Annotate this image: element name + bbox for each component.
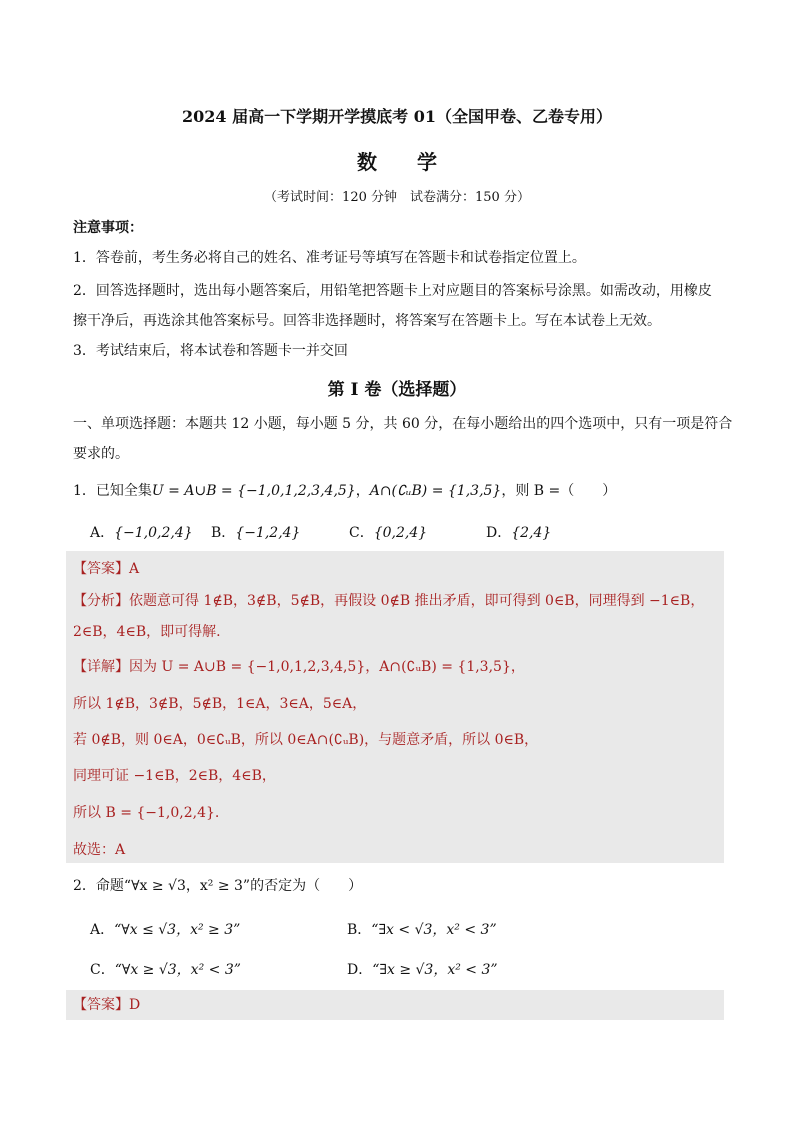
q1-option-a: A．{−1,0,2,4} bbox=[90, 525, 193, 541]
q1-stem-separator: ， bbox=[355, 483, 370, 499]
q1-detail-line-3: 若 0∉B，则 0∈A，0∈∁ᵤB，所以 0∈A∩(∁ᵤB)，与题意矛盾，所以 0∈B， bbox=[73, 732, 539, 748]
q1-detail-line-2: 所以 1∉B，3∉B，5∉B，1∈A，3∈A，5∈A， bbox=[73, 696, 367, 712]
q1-detail-line-5: 所以 B = {−1,0,2,4}. bbox=[73, 805, 220, 821]
exam-info: （考试时间：120 分钟 试卷满分：150 分） bbox=[264, 190, 530, 205]
section-title: 第 I 卷（选择题） bbox=[327, 380, 467, 400]
answer-value: D bbox=[129, 997, 141, 1013]
q1-answer bbox=[73, 559, 139, 579]
q1-detail-line-4: 同理可证 −1∈B，2∈B，4∈B， bbox=[73, 768, 276, 784]
q2-answer bbox=[73, 995, 140, 1015]
subject-title: 数 学 bbox=[357, 150, 437, 174]
q2-option-b: B．“∃x < √3，x² < 3” bbox=[347, 922, 497, 938]
notice-heading: 注意事项： bbox=[73, 220, 143, 236]
analysis-tag: 【分析】 bbox=[73, 593, 129, 609]
notice-item-1: 1．答卷前，考生务必将自己的姓名、准考证号等填写在答题卡和试卷指定位置上。 bbox=[73, 250, 586, 266]
notice-item-2-line-1: 2．回答选择题时，选出每小题答案后，用铅笔把答题卡上对应题目的答案标号涂黑。如需改动，用橡皮 bbox=[73, 283, 712, 299]
section-intro-line-1: 一、单项选择题：本题共 12 小题，每小题 5 分，共 60 分，在每小题给出的四个选项中，只有一项是符合 bbox=[73, 416, 733, 432]
q2-answer-block bbox=[66, 990, 724, 1020]
q1-option-b: B．{−1,2,4} bbox=[211, 525, 301, 541]
answer-tag: 【答案】 bbox=[73, 997, 129, 1013]
q1-conclusion: 故选：A bbox=[73, 842, 126, 858]
q1-stem-suffix: ，则 B =（ ） bbox=[501, 483, 617, 499]
detail-text: 因为 U = A∪B = {−1,0,1,2,3,4,5}，A∩(∁ᵤB) = {1,3,5}， bbox=[129, 659, 525, 675]
q2-option-a: A．“∀x ≤ √3，x² ≥ 3” bbox=[90, 922, 241, 938]
answer-tag: 【答案】 bbox=[73, 561, 129, 577]
notice-item-3: 3．考试结束后，将本试卷和答题卡一并交回 bbox=[73, 343, 348, 359]
answer-value: A bbox=[129, 561, 140, 577]
q1-stem-math-2: A∩(∁ᵤB) = {1,3,5} bbox=[369, 483, 502, 499]
question-2-stem: 2．命题“∀x ≥ √3，x² ≥ 3”的否定为（ ） bbox=[73, 878, 363, 894]
q1-detail-line-1 bbox=[73, 657, 525, 677]
section-intro-line-2: 要求的。 bbox=[73, 446, 129, 462]
q1-analysis-line-2: 2∈B，4∈B，即可得解. bbox=[73, 624, 221, 640]
detail-tag: 【详解】 bbox=[73, 659, 129, 675]
q2-option-d: D．“∃x ≥ √3，x² < 3” bbox=[347, 962, 498, 978]
exam-title: 2024 届高一下学期开学摸底考 01（全国甲卷、乙卷专用） bbox=[182, 107, 612, 126]
q1-option-c: C．{0,2,4} bbox=[349, 525, 428, 541]
q1-stem-prefix: 1．已知全集 bbox=[73, 483, 152, 499]
notice-item-2-line-2: 擦干净后，再选涂其他答案标号。回答非选择题时，将答案写在答题卡上。写在本试卷上无效。 bbox=[73, 313, 661, 329]
question-1-stem bbox=[73, 481, 616, 501]
q1-stem-math-1: U = A∪B = {−1,0,1,2,3,4,5} bbox=[151, 483, 356, 499]
q2-option-c: C．“∀x ≥ √3，x² < 3” bbox=[90, 962, 241, 978]
analysis-text: 依题意可得 1∉B，3∉B，5∉B，再假设 0∉B 推出矛盾，即可得到 0∈B，同理得到 −1∈B， bbox=[129, 593, 705, 609]
q1-option-d: D．{2,4} bbox=[486, 525, 552, 541]
q1-analysis-line-1 bbox=[73, 591, 704, 611]
